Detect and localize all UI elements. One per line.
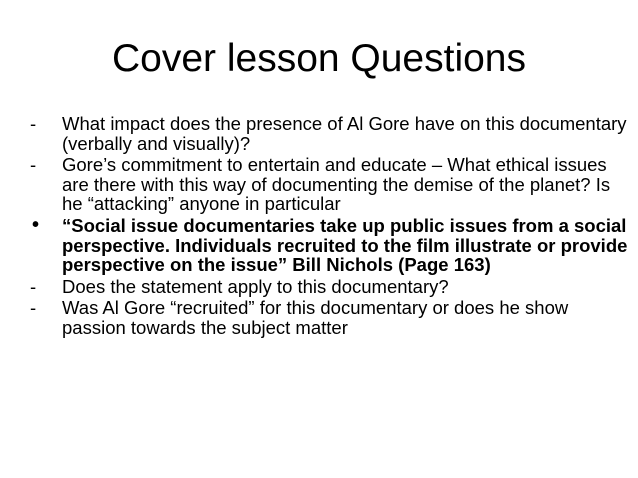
slide-title: Cover lesson Questions bbox=[111, 37, 527, 80]
question-item bbox=[30, 298, 630, 337]
question-item bbox=[30, 277, 630, 297]
dash-marker: - bbox=[30, 275, 37, 297]
question-text: Does the statement apply to this documentary? bbox=[62, 275, 449, 297]
question-item bbox=[30, 155, 630, 214]
dash-marker: - bbox=[30, 154, 37, 176]
dash-marker: - bbox=[30, 113, 37, 134]
question-text: What impact does the presence of Al Gore have on this documentary (verbally and visually)? bbox=[62, 113, 627, 154]
quote-text: “Social issue documentaries take up public issues from a social perspective. Individuals recruited to the film illustrate or provide perspective on the issue” Bill Nichols (Page 163) bbox=[62, 214, 628, 276]
bullet-marker: • bbox=[32, 213, 40, 236]
question-list bbox=[30, 114, 630, 340]
dash-marker: - bbox=[30, 297, 37, 319]
question-text: Was Al Gore “recruited” for this documentary or does he show passion towards the subject matter bbox=[62, 297, 569, 338]
quote-item bbox=[30, 213, 630, 276]
question-text: Gore’s commitment to entertain and educate – What ethical issues are there with this way of documenting the demise of the planet? Is he “attacking” anyone in particular bbox=[62, 154, 611, 215]
question-item bbox=[30, 114, 630, 153]
